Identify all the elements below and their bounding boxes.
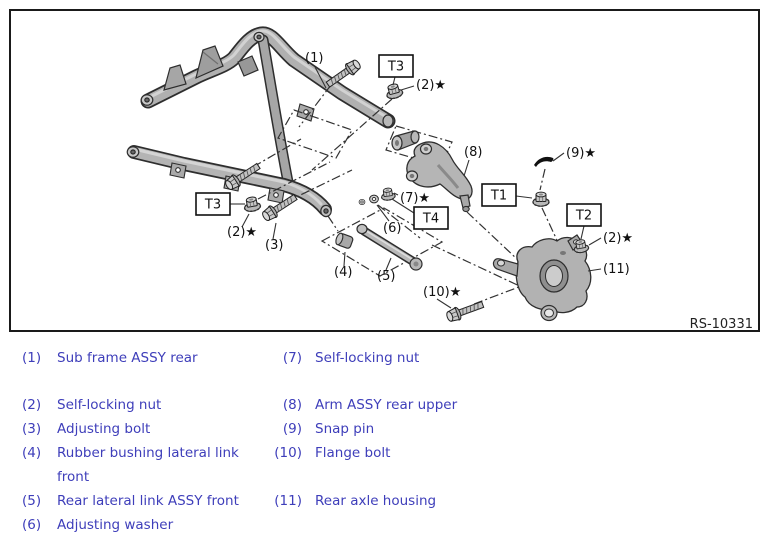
callout-7: (7)★ (400, 191, 431, 206)
tool-box-t3-top (379, 55, 413, 77)
legend-item (272, 393, 762, 417)
legend-item (22, 393, 272, 417)
callout-4: (4) (334, 265, 353, 280)
legend-item (22, 417, 272, 441)
legend-item (22, 441, 272, 489)
legend-item-number: (7) (282, 350, 302, 366)
legend-item-number: (4) (22, 445, 42, 461)
legend-item-number: (11) (274, 493, 302, 509)
svg-text:T3: T3 (387, 59, 405, 75)
legend-item-label: Rubber bushing lateral link front (57, 445, 239, 485)
legend-item (272, 346, 762, 370)
svg-text:T2: T2 (575, 208, 593, 224)
svg-text:T4: T4 (422, 211, 440, 227)
callout-8: (8) (464, 145, 483, 160)
legend-item (272, 417, 762, 441)
legend-item-number: (9) (282, 421, 302, 437)
legend-item-label: Flange bolt (315, 445, 391, 461)
legend-item-label: Rear lateral link ASSY front (57, 493, 239, 509)
legend-item (272, 513, 762, 537)
callout-6: (6) (383, 221, 402, 236)
legend-item-label: Sub frame ASSY rear (57, 350, 198, 366)
tool-box-t3-left (196, 193, 230, 215)
legend-item (272, 489, 762, 513)
svg-text:T3: T3 (204, 197, 222, 213)
callout-3: (3) (265, 238, 284, 253)
legend-item-number: (3) (22, 421, 42, 437)
callout-10: (10)★ (423, 285, 462, 300)
adjusting-washer-icon (370, 195, 379, 203)
callout-2-top: (2)★ (416, 78, 447, 93)
tool-box-t1 (482, 184, 516, 206)
legend-item-number: (2) (22, 397, 42, 413)
parts-legend (22, 346, 762, 537)
legend-item (22, 346, 272, 370)
legend-item-label: Arm ASSY rear upper (315, 397, 458, 413)
callout-1: (1) (305, 51, 324, 66)
svg-text:T1: T1 (490, 188, 508, 204)
callout-2-right: (2)★ (603, 231, 634, 246)
legend-item-number: (8) (282, 397, 302, 413)
figure-code: RS-10331 (689, 317, 753, 332)
legend-item (22, 513, 272, 537)
callout-5: (5) (377, 269, 396, 284)
callout-11: (11) (603, 262, 630, 277)
legend-item (22, 489, 272, 513)
legend-item-number: (5) (22, 493, 42, 509)
legend-item (272, 441, 762, 489)
tool-box-t2 (567, 204, 601, 226)
legend-item-number: (10) (274, 445, 302, 461)
legend-item-label: Snap pin (315, 421, 375, 437)
legend-item-label: Self-locking nut (315, 350, 420, 366)
legend-item-number: (6) (22, 517, 42, 533)
legend-item-number: (1) (22, 350, 42, 366)
legend-item-label: Adjusting bolt (57, 421, 151, 437)
legend-item-label: Self-locking nut (57, 397, 162, 413)
adjusting-washer-icon (359, 199, 365, 204)
tool-box-t4 (414, 207, 448, 229)
legend-item-label: Adjusting washer (57, 517, 174, 533)
legend-item-label: Rear axle housing (315, 493, 437, 509)
callout-9: (9)★ (566, 146, 597, 161)
callout-2-left: (2)★ (227, 225, 258, 240)
